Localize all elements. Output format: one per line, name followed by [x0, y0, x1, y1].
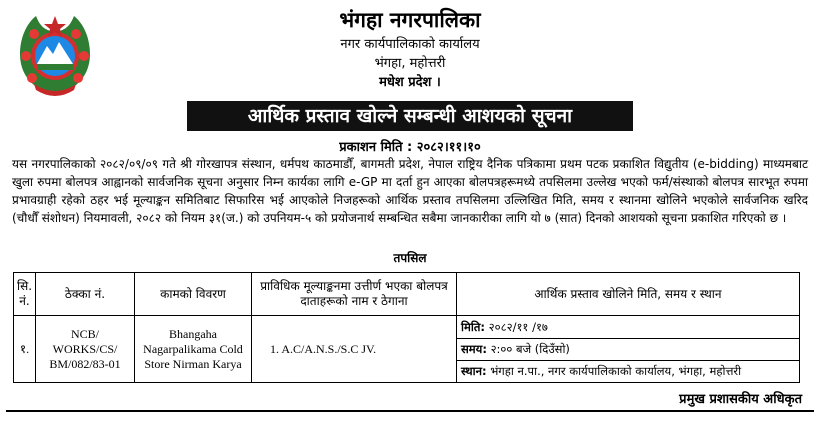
cell-sn: १.: [14, 316, 36, 383]
opening-date-value: २०८२/११ /१७: [485, 319, 548, 334]
opening-place-label: स्थान:: [461, 363, 487, 378]
cell-contract-no: NCB/ WORKS/CS/ BM/082/83-01: [36, 316, 135, 383]
opening-place-value: भंगहा न.पा., नगर कार्यपालिकाको कार्यालय, भंगहा, महोत्तरी: [486, 363, 742, 378]
header-bidders: प्राविधिक मूल्याङ्कनमा उत्तीर्ण भएका बोलपत्र दाताहरूको नाम र ठेगाना: [252, 273, 457, 316]
opening-time-label: समय:: [461, 341, 487, 356]
notice-title: आर्थिक प्रस्ताव खोल्ने सम्बन्धी आशयको सूचना: [187, 101, 633, 131]
header-contract: ठेक्का नं.: [36, 273, 135, 316]
opening-date-line: [457, 317, 799, 338]
header-description: कामको विवरण: [135, 273, 252, 316]
cell-bidder: 1. A.C/A.N.S./S.C JV.: [252, 316, 457, 383]
table-header-row: [14, 273, 800, 316]
opening-time-value: २:०० बजे (दिउँसो): [486, 341, 570, 356]
table-row: [14, 316, 800, 383]
header-sn: सि. नं.: [14, 273, 36, 316]
cell-work-description: Bhangaha Nagarpalikama Cold Store Nirman Karya: [135, 316, 252, 383]
office-name: नगर कार्यपालिकाको कार्यालय: [340, 37, 480, 52]
schedule-table: [13, 272, 800, 383]
schedule-heading: तपसिल: [393, 251, 427, 265]
office-address: भंगहा, महोत्तरी: [374, 56, 446, 71]
bottom-rule: [6, 410, 814, 412]
signatory-title: प्रमुख प्रशासकीय अधिकृत: [679, 392, 802, 407]
notice-body: यस नगरपालिकाको २०८२/०९/०९ गते श्री गोरखापत्र संस्थान, धर्मपथ काठमाडौँ, बागमती प्रदेश, नेपाल राष्ट्रिय दैनिक पत्रिकामा प्रथम पटक प्रकाशित विद्युतीय (e-bidding) माध्यमबाट खुला रुपमा बोलपत्र आह्वानको सार्वजनिक सूचना अनुसार निम्न कार्यका लागि e-GP मा दर्ता हुन आएका बोलपत्रहरूमध्ये तपसिलमा उल्लेख भएको फर्म/संस्थाको बोलपत्र सारभूत रुपमा प्रभावग्राही रहेको ठहर भई मूल्याङ्कन समितिबाट सिफारिस भई आएकोले निजहरूको आर्थिक प्रस्ताव तपसिलमा उल्लिखित मिति, समय र स्थानमा खोलिने भएकोले सार्वजनिक खरिद (चौधौँ संशोधन) नियमावली, २०८२ को नियम ३१(ज.) को उपनियम-५ को प्रयोजनार्थ सम्बन्धित सबैमा जानकारीका लागि यो ७ (सात) दिनको आशयको सूचना प्रकाशित गरिएको छ ।: [12, 157, 808, 225]
opening-time-line: [457, 338, 799, 360]
province-name: मधेश प्रदेश ।: [379, 75, 441, 90]
opening-place-line: [457, 360, 799, 382]
publication-date: प्रकाशन मिति : २०८२।११।१०: [339, 140, 481, 155]
municipality-name: भंगहा नगरपालिका: [339, 8, 481, 32]
header-opening: आर्थिक प्रस्ताव खोलिने मिति, समय र स्थान: [457, 273, 800, 316]
cell-opening-details: [457, 316, 800, 383]
opening-date-label: मिति:: [461, 319, 485, 334]
